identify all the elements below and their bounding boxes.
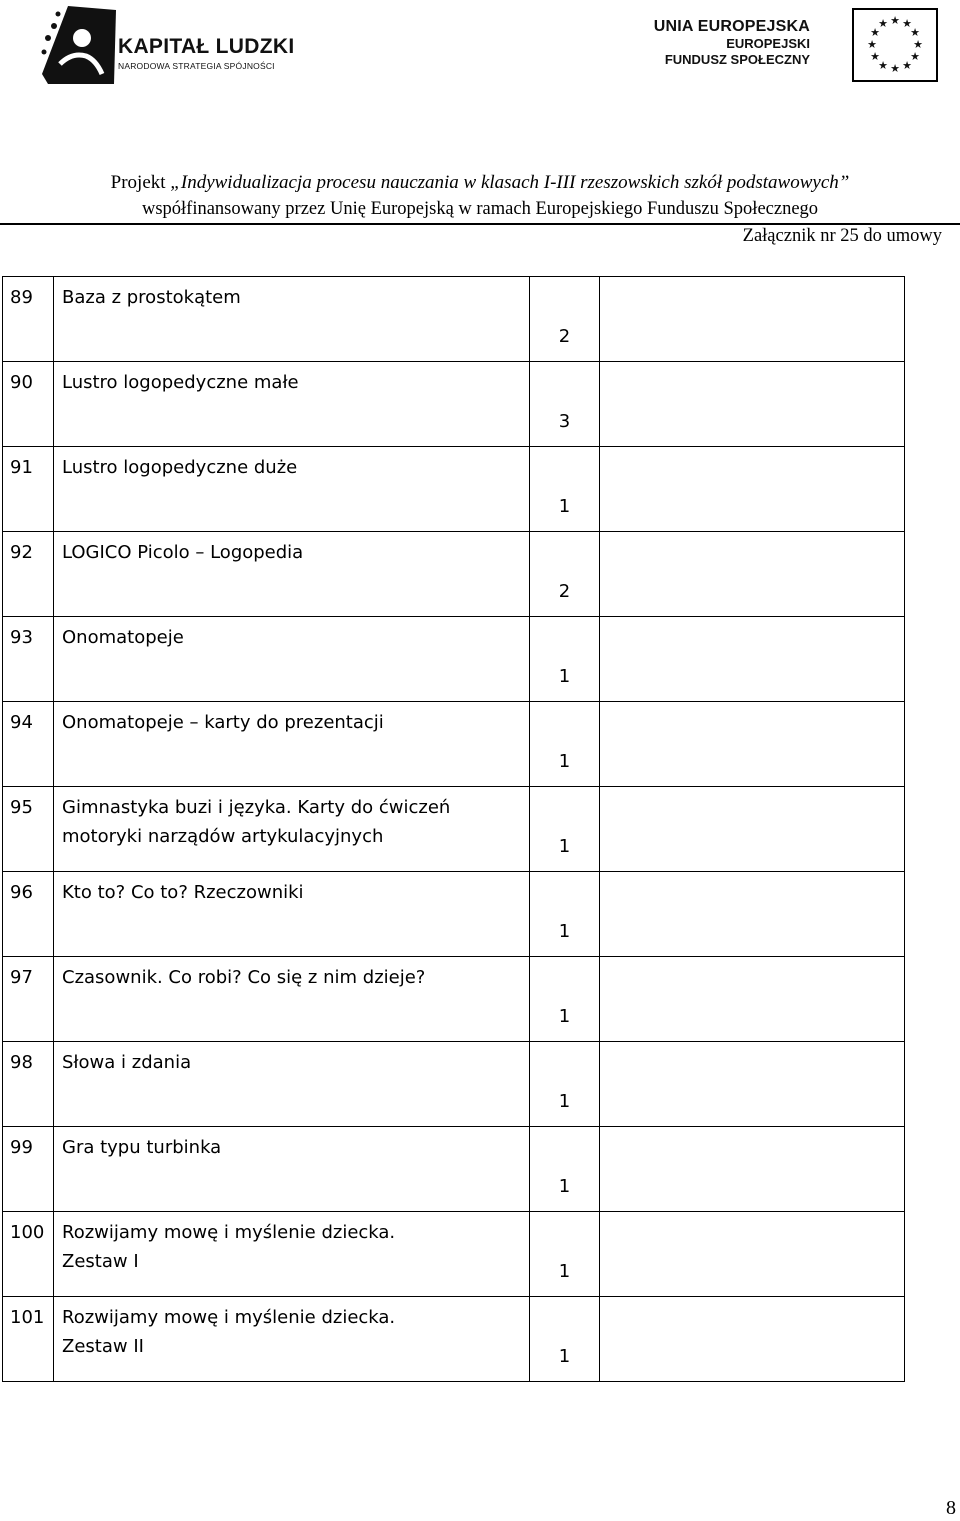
item-number-text: 99: [10, 1137, 33, 1158]
item-quantity: 1: [530, 1127, 600, 1212]
item-number: [3, 702, 54, 787]
item-name: [54, 1042, 530, 1127]
item-number-text: 92: [10, 542, 33, 563]
item-notes-cell: [600, 957, 905, 1042]
item-name: [54, 702, 530, 787]
item-quantity: 1: [530, 617, 600, 702]
item-number-text: 100: [10, 1222, 45, 1243]
item-name-line: motoryki narządów artykulacyjnych: [62, 826, 384, 847]
item-name: [54, 362, 530, 447]
cofinance-line: współfinansowany przez Unię Europejską w ramach Europejskiego Funduszu Społecznego: [141, 199, 819, 219]
item-number: [3, 872, 54, 957]
item-number: [3, 1127, 54, 1212]
table-row: [3, 532, 905, 617]
item-notes-cell: [600, 532, 905, 617]
item-name-line: Lustro logopedyczne małe: [62, 372, 299, 393]
svg-text:★: ★: [913, 38, 923, 51]
item-notes-cell: [600, 872, 905, 957]
item-notes-cell: [600, 702, 905, 787]
item-name-line: Zestaw II: [62, 1336, 144, 1357]
item-number: [3, 532, 54, 617]
page-number: 8: [946, 1497, 956, 1519]
table-row: [3, 1212, 905, 1297]
svg-text:★: ★: [890, 62, 900, 75]
item-notes-cell: [600, 1212, 905, 1297]
item-name-line: Onomatopeje: [62, 627, 184, 648]
svg-text:★: ★: [902, 59, 912, 72]
table-row: [3, 1127, 905, 1212]
item-number: [3, 362, 54, 447]
item-name: [54, 447, 530, 532]
item-name-line: Słowa i zdania: [62, 1052, 192, 1073]
item-name-line: Rozwijamy mowę i myślenie dziecka.: [62, 1222, 396, 1243]
item-name: [54, 1297, 530, 1382]
svg-text:★: ★: [910, 26, 920, 39]
item-number: [3, 447, 54, 532]
item-number: [3, 1212, 54, 1297]
items-table: [2, 276, 905, 1382]
table-row: [3, 702, 905, 787]
item-quantity: 1: [530, 1212, 600, 1297]
item-number-text: 98: [10, 1052, 33, 1073]
eu-logo-line1: UNIA EUROPEJSKA: [653, 18, 810, 35]
item-number: [3, 957, 54, 1042]
annex-label: Załącznik nr 25 do umowy: [742, 226, 942, 246]
item-number: [3, 277, 54, 362]
item-notes-cell: [600, 362, 905, 447]
item-name-line: Gimnastyka buzi i języka. Karty do ćwiczeń: [62, 797, 451, 818]
table-row: [3, 957, 905, 1042]
table-row: [3, 872, 905, 957]
eu-flag-icon: [852, 8, 938, 82]
item-quantity: 1: [530, 957, 600, 1042]
item-name-line: Zestaw I: [62, 1251, 139, 1272]
item-quantity: 1: [530, 447, 600, 532]
header-divider: [0, 223, 960, 225]
item-number-text: 96: [10, 882, 33, 903]
item-name-line: Onomatopeje – karty do prezentacji: [62, 712, 384, 733]
item-number-text: 90: [10, 372, 33, 393]
item-quantity: 3: [530, 362, 600, 447]
project-title: „Indywidualizacja procesu nauczania w klasach I-III rzeszowskich szkół podstawowych”: [170, 172, 850, 193]
logo-subtitle: NARODOWA STRATEGIA SPÓJNOŚCI: [118, 61, 275, 71]
item-number-text: 93: [10, 627, 33, 648]
item-notes-cell: [600, 617, 905, 702]
item-number-text: 97: [10, 967, 33, 988]
table-row: [3, 277, 905, 362]
item-notes-cell: [600, 277, 905, 362]
item-name: [54, 277, 530, 362]
project-prefix: Projekt: [110, 172, 171, 193]
svg-text:★: ★: [870, 26, 880, 39]
item-quantity: 1: [530, 787, 600, 872]
item-number-text: 94: [10, 712, 33, 733]
table-row: [3, 1297, 905, 1382]
item-number: [3, 617, 54, 702]
item-notes-cell: [600, 447, 905, 532]
item-notes-cell: [600, 1042, 905, 1127]
item-quantity: 1: [530, 872, 600, 957]
item-number-text: 91: [10, 457, 33, 478]
kapital-ludzki-logo: [38, 4, 318, 88]
svg-text:★: ★: [878, 59, 888, 72]
table-row: [3, 362, 905, 447]
item-name: [54, 532, 530, 617]
item-number: [3, 787, 54, 872]
svg-text:★: ★: [910, 50, 920, 63]
item-name-line: Rozwijamy mowę i myślenie dziecka.: [62, 1307, 396, 1328]
logo-title: KAPITAŁ LUDZKI: [118, 35, 295, 58]
item-quantity: 2: [530, 277, 600, 362]
item-name-line: Czasownik. Co robi? Co się z nim dzieje?: [62, 967, 426, 988]
svg-text:★: ★: [870, 50, 880, 63]
item-name-line: LOGICO Picolo – Logopedia: [62, 542, 304, 563]
svg-text:★: ★: [867, 38, 877, 51]
item-number-text: 101: [10, 1307, 45, 1328]
item-notes-cell: [600, 1127, 905, 1212]
item-name: [54, 617, 530, 702]
table-row: [3, 617, 905, 702]
svg-text:★: ★: [890, 14, 900, 27]
kapital-ludzki-emblem-icon: [38, 4, 118, 86]
item-name: [54, 1127, 530, 1212]
item-name: [54, 872, 530, 957]
item-name-line: Gra typu turbinka: [62, 1137, 222, 1158]
item-quantity: 2: [530, 532, 600, 617]
svg-text:★: ★: [902, 17, 912, 30]
item-name: [54, 787, 530, 872]
item-number: [3, 1042, 54, 1127]
item-number-text: 95: [10, 797, 33, 818]
item-number-text: 89: [10, 287, 33, 308]
table-row: [3, 447, 905, 532]
item-name: [54, 1212, 530, 1297]
item-quantity: 1: [530, 1297, 600, 1382]
item-notes-cell: [600, 1297, 905, 1382]
project-title-line: [0, 172, 960, 194]
eu-logo: [650, 8, 938, 84]
item-name-line: Lustro logopedyczne duże: [62, 457, 298, 478]
eu-logo-line3: FUNDUSZ SPOŁECZNY: [664, 52, 810, 67]
eu-logo-line2: EUROPEJSKI: [726, 36, 810, 51]
item-name: [54, 957, 530, 1042]
item-name-line: Kto to? Co to? Rzeczowniki: [62, 882, 304, 903]
svg-text:★: ★: [878, 17, 888, 30]
item-name-line: Baza z prostokątem: [62, 287, 241, 308]
table-row: [3, 1042, 905, 1127]
table-row: [3, 787, 905, 872]
item-quantity: 1: [530, 1042, 600, 1127]
item-quantity: 1: [530, 702, 600, 787]
item-notes-cell: [600, 787, 905, 872]
item-number: [3, 1297, 54, 1382]
